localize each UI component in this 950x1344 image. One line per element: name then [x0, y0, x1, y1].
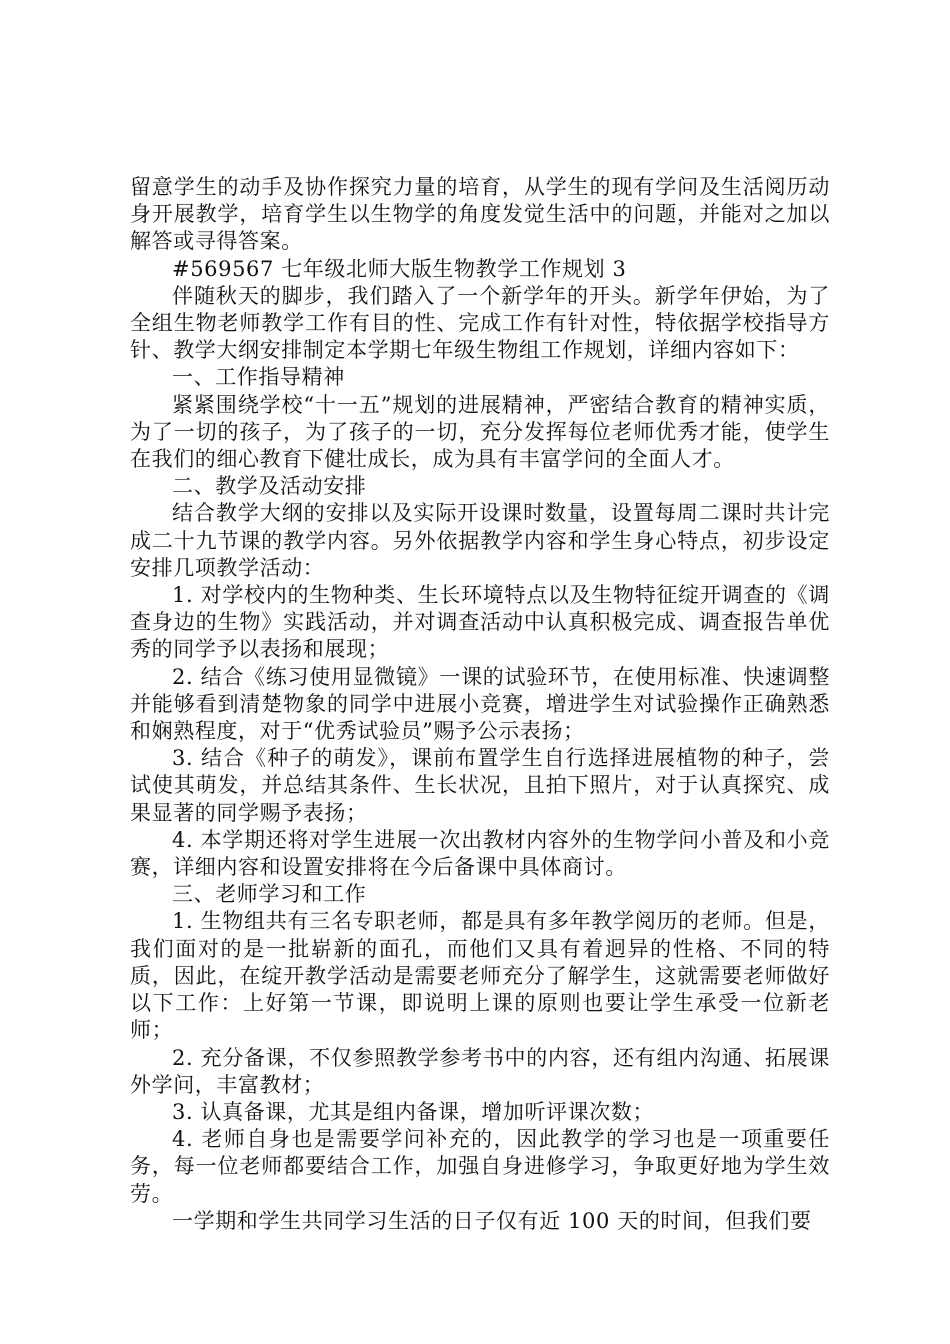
list-item-teacher-2: 2. 充分备课，不仅参照教学参考书中的内容，还有组内沟通、拓展课外学问，丰富教材； — [130, 1045, 830, 1097]
list-item-activity-2: 2. 结合《练习使用显微镜》一课的试验环节，在使用标准、快速调整并能够看到清楚物象的同学中进展小竞赛，增进学生对试验操作正确熟悉和娴熟程度，对于“优秀试验员”赐予公示表扬； — [130, 664, 830, 744]
section-heading-1: 一、工作指导精神 — [172, 365, 345, 390]
document-body — [130, 174, 830, 1235]
list-item-teacher-4: 4. 老师自身也是需要学问补充的，因此教学的学习也是一项重要任务，每一位老师都要结合工作，加强自身进修学习，争取更好地为学生效劳。 — [130, 1127, 830, 1206]
section-heading-3: 三、老师学习和工作 — [172, 882, 367, 907]
list-item-activity-3: 3. 结合《种子的萌发》，课前布置学生自行选择进展植物的种子，尝试使其萌发，并总结其条件、生长状况，且拍下照片，对于认真探究、成果显著的同学赐予表扬； — [130, 746, 830, 825]
section-heading-2: 二、教学及活动安排 — [172, 474, 367, 499]
paragraph-closing: 一学期和学生共同学习生活的日子仅有近 100 天的时间，但我们要 — [172, 1208, 812, 1233]
list-item-activity-4: 4. 本学期还将对学生进展一次出教材内容外的生物学问小普及和小竞赛，详细内容和设置安排将在今后备课中具体商讨。 — [130, 827, 830, 880]
list-item-teacher-1: 1. 生物组共有三名专职老师，都是具有多年教学阅历的老师。但是，我们面对的是一批崭新的面孔，而他们又具有着迥异的性格、不同的特质，因此，在绽开教学活动是需要老师充分了解学生，这就需要老师做好以下工作：上好第一节课，即说明上课的原则也要让学生承受一位新老师； — [130, 909, 830, 1043]
list-item-teacher-3: 3. 认真备课，尤其是组内备课，增加听评课次数； — [172, 1099, 655, 1124]
list-item-activity-1: 1. 对学校内的生物种类、生长环境特点以及生物特征绽开调查的《调查身边的生物》实践活动，并对调查活动中认真积极完成、调查报告单优秀的同学予以表扬和展现； — [130, 583, 830, 662]
paragraph-intro: 伴随秋天的脚步，我们踏入了一个新学年的开头。新学年伊始，为了全组生物老师教学工作有目的性、完成工作有针对性，特依据学校指导方针、教学大纲安排制定本学期七年级生物组工作规划，详细内容如下： — [130, 283, 830, 363]
document-title: #569567 七年级北师大版生物教学工作规划 3 — [172, 256, 627, 281]
paragraph-section-2: 结合教学大纲的安排以及实际开设课时数量，设置每周二课时共计完成二十九节课的教学内容。另外依据教学内容和学生身心特点，初步设定安排几项教学活动： — [130, 501, 830, 580]
paragraph-section-1: 紧紧围绕学校“十一五”规划的进展精神，严密结合教育的精神实质，为了一切的孩子，为了孩子的一切，充分发挥每位老师优秀才能，使学生在我们的细心教育下健壮成长，成为具有丰富学问的全面人才。 — [130, 392, 830, 472]
paragraph-continuation: 留意学生的动手及协作探究力量的培育，从学生的现有学问及生活阅历动身开展教学，培育学生以生物学的角度发觉生活中的问题，并能对之加以解答或寻得答案。 — [130, 175, 830, 254]
